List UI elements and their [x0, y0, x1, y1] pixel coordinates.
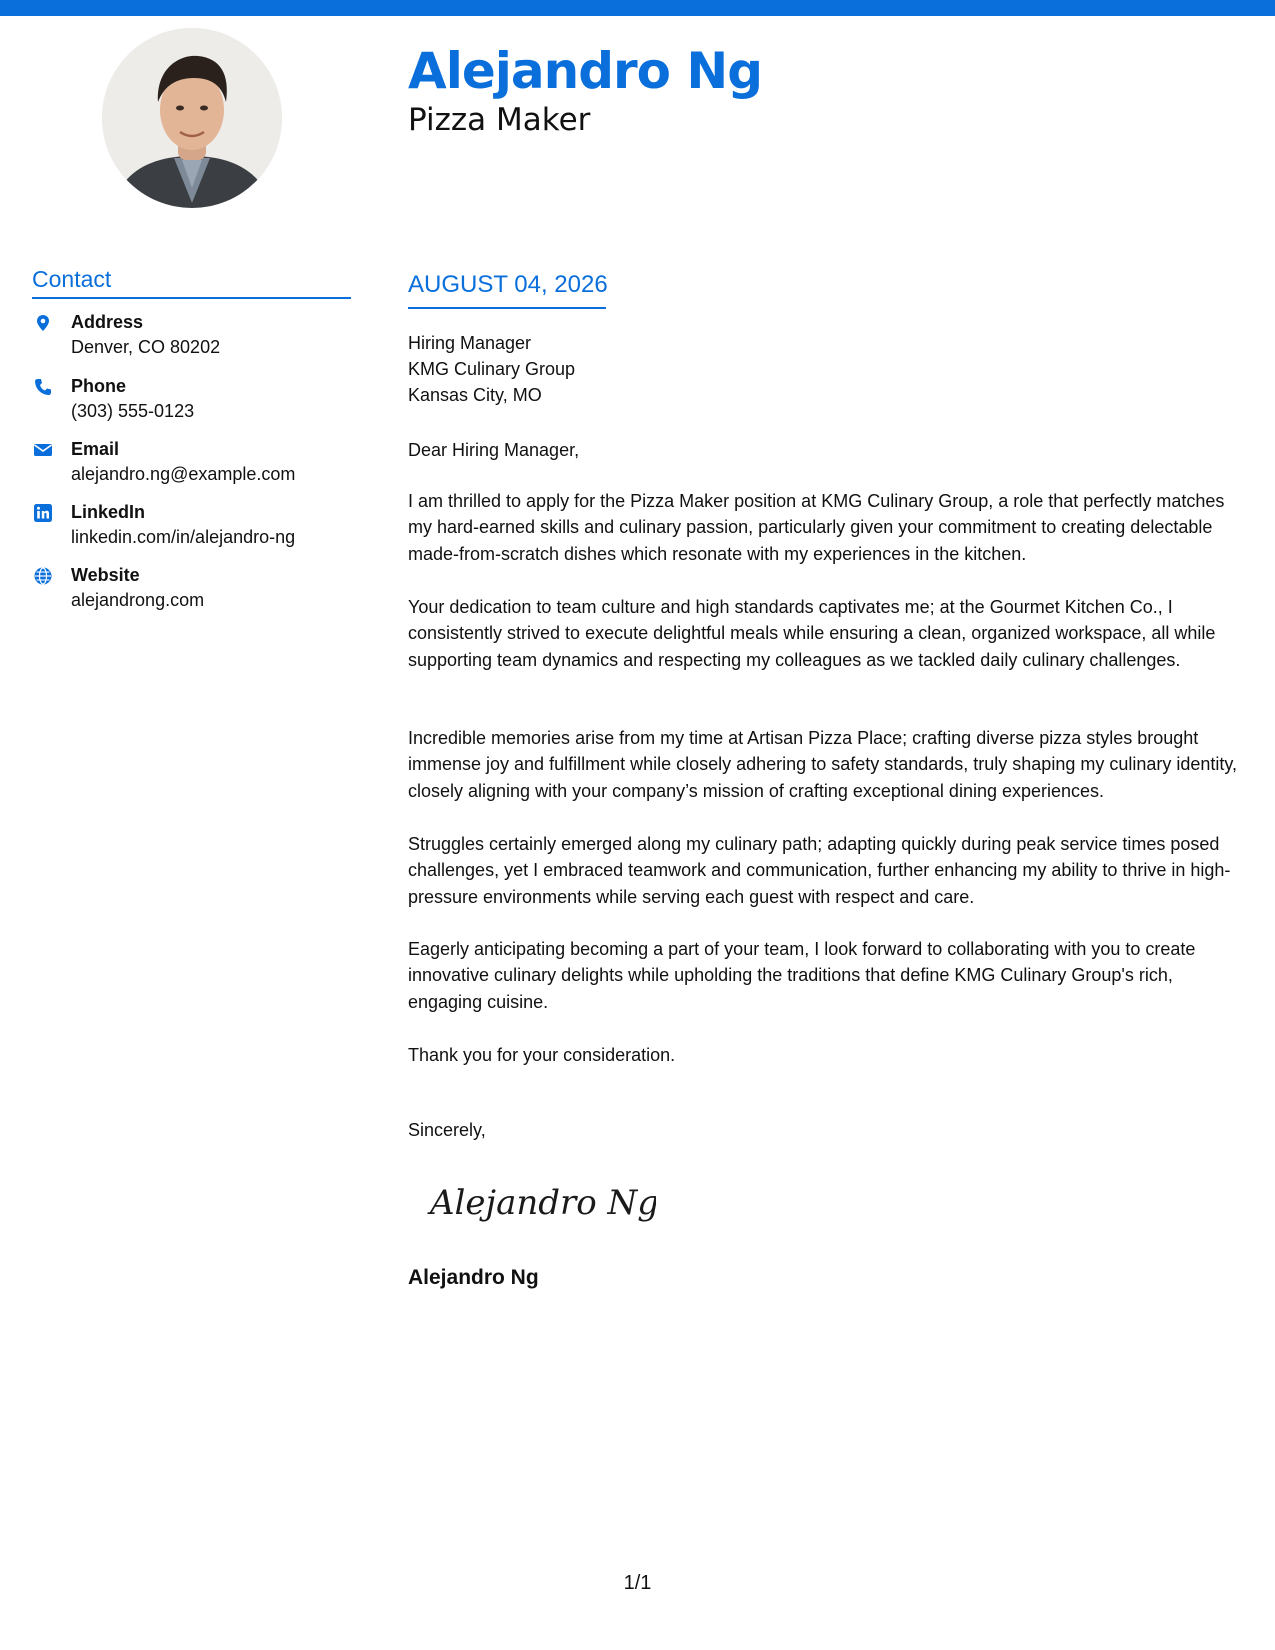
- contact-label: Email: [71, 439, 120, 459]
- contact-label: LinkedIn: [71, 502, 146, 522]
- contact-website: [32, 563, 362, 619]
- email-icon: [34, 441, 52, 459]
- signature-text: Alejandro Ng: [430, 1183, 656, 1223]
- contact-value: alejandrong.com: [71, 590, 205, 610]
- recipient-line: Kansas City, MO: [408, 385, 542, 405]
- recipient-line: KMG Culinary Group: [408, 359, 576, 379]
- letter-closing: Sincerely,: [408, 1120, 486, 1140]
- contact-divider: [32, 297, 351, 299]
- letter-paragraph: Your dedication to team culture and high standards captivates me; at the Gourmet Kitchen Co., I consistently strived to execute delightful meals while ensuring a clean, organized workspace, all while supporting team dynamics and respecting my colleagues as we tackled daily culinary challenges.: [408, 597, 1216, 670]
- contact-value: alejandro.ng@example.com: [71, 464, 296, 484]
- map-pin-icon: [34, 314, 52, 332]
- contact-value: Denver, CO 80202: [71, 337, 221, 357]
- recipient-block: [408, 330, 575, 408]
- letter-paragraph: Struggles certainly emerged along my culinary path; adapting quickly during peak service times posed challenges, yet I embraced teamwork and communication, further enhancing my ability to thrive in high-pressure environments while serving each guest with respect and care.: [408, 834, 1231, 907]
- contact-value: (303) 555-0123: [71, 401, 195, 421]
- linkedin-icon: [34, 504, 52, 522]
- contact-linkedin: [32, 500, 362, 556]
- letter-paragraph: Incredible memories arise from my time at Artisan Pizza Place; crafting diverse pizza styles brought immense joy and fulfillment while closely adhering to safety standards, truly shaping my culinary identity, closely aligning with your company’s mission of crafting exceptional dining experiences.: [408, 728, 1238, 801]
- candidate-name: Alejandro Ng: [408, 42, 763, 100]
- letter-paragraph: I am thrilled to apply for the Pizza Maker position at KMG Culinary Group, a role that perfectly matches my hard-earned skills and culinary passion, particularly given your commitment to creating delectable made-from-scratch dishes which resonate with my experiences in the kitchen.: [408, 491, 1225, 564]
- contact-label: Address: [71, 312, 144, 332]
- date-underline: [408, 307, 606, 309]
- contact-value: linkedin.com/in/alejandro-ng: [71, 527, 296, 547]
- top-accent-bar: [0, 0, 1275, 16]
- letter-greeting: Dear Hiring Manager,: [408, 440, 580, 460]
- contact-label: Phone: [71, 376, 127, 396]
- globe-icon: [34, 567, 52, 585]
- signer-name: Alejandro Ng: [408, 1266, 539, 1289]
- contact-address: [32, 310, 362, 366]
- handwritten-signature: [426, 1174, 656, 1234]
- contact-email: [32, 437, 362, 493]
- letter-paragraph: Thank you for your consideration.: [408, 1045, 676, 1065]
- recipient-line: Hiring Manager: [408, 333, 532, 353]
- contact-phone: [32, 374, 362, 430]
- letter-paragraph: Eagerly anticipating becoming a part of your team, I look forward to collaborating with you to create innovative culinary delights while upholding the traditions that define KMG Culinary Group's rich, engaging cuisine.: [408, 939, 1196, 1012]
- phone-icon: [34, 378, 52, 396]
- profile-photo: [102, 28, 282, 208]
- contact-label: Website: [71, 565, 140, 585]
- letter-date: AUGUST 04, 2026: [408, 271, 608, 298]
- job-title: Pizza Maker: [408, 102, 591, 138]
- page-number: 1/1: [623, 1572, 652, 1594]
- contact-heading: Contact: [32, 266, 112, 292]
